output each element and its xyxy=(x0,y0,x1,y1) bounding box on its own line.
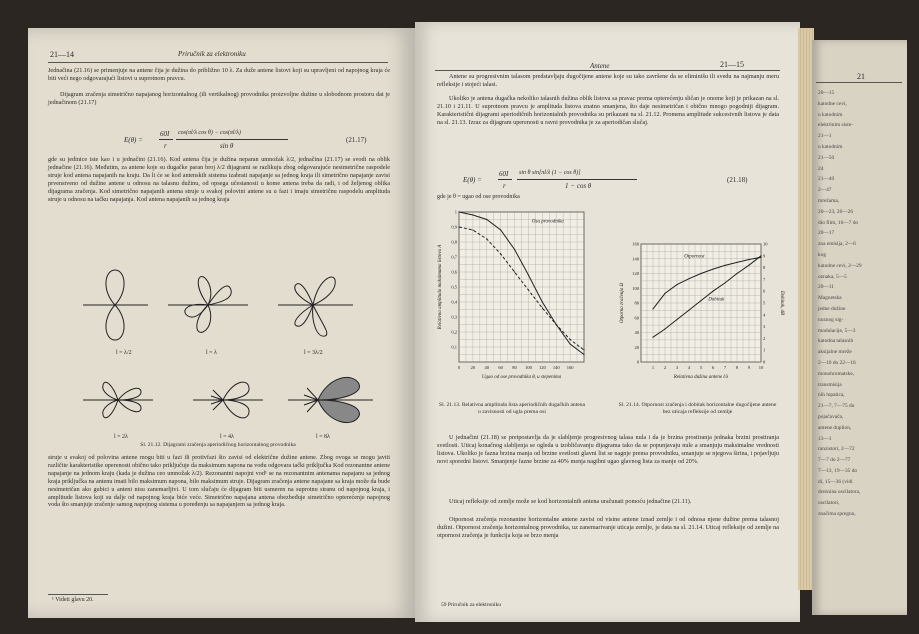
eq-numerator: cos(πl/λ cos θ) − cos(πl/λ) xyxy=(178,130,241,136)
y-tick-label: 100 xyxy=(632,285,639,291)
right-page xyxy=(415,22,800,622)
data-point xyxy=(542,301,543,302)
x-tick-label: 2 xyxy=(663,365,667,370)
index-line: ranzistori, 2—72 xyxy=(818,446,855,453)
y-tick-label: 120 xyxy=(632,271,639,276)
y2-tick-label: 8 xyxy=(763,265,766,271)
footnote-rule xyxy=(48,594,108,595)
right-page-number: 21—15 xyxy=(720,60,744,69)
eq2-number: (21.18) xyxy=(727,176,748,184)
left-page xyxy=(28,28,415,618)
data-point xyxy=(458,211,459,212)
data-point xyxy=(528,274,529,275)
figure-caption-21-14: Sl. 21.14. Otpornost zračenja i dobitak horizontalne dugočijene antene bez uticaja refleksije od zemlje xyxy=(618,402,777,415)
data-point xyxy=(664,328,665,329)
eq2-fraction-bar-2 xyxy=(517,179,637,180)
index-line: značima spregnu, xyxy=(818,511,856,518)
x-tick-label: 5 xyxy=(699,365,703,370)
y-tick-label: 140 xyxy=(632,256,639,262)
data-point xyxy=(736,262,737,263)
data-point xyxy=(556,324,557,325)
eq2-lhs: E(θ) = xyxy=(463,176,482,184)
data-point xyxy=(700,300,701,301)
chart-annotation: Osa provodnika xyxy=(531,219,564,225)
left-para-2: Dijagram zračenja simetrično napajanog horizontalnog (ili vertikalnog) provodnika proizvoljne dužine u slobodnom prostoru dat je jednačinom (21.17) xyxy=(48,91,390,106)
index-line: 2—10 do 22—16 xyxy=(818,359,856,366)
data-point xyxy=(458,226,459,227)
y-tick-label: 60 xyxy=(634,315,639,321)
diagram-label-1: l = λ/2 xyxy=(116,350,132,356)
data-point xyxy=(583,349,584,350)
footnote: ¹ Videti glavu 20. xyxy=(52,597,94,603)
diagram-label-3: l = 3λ/2 xyxy=(304,350,323,356)
y2-tick-label: 1 xyxy=(763,347,766,353)
chart-relative-amplitude xyxy=(433,204,603,399)
index-line: katodne cevi, 2—29 xyxy=(818,262,862,269)
eq2-r: r xyxy=(503,182,506,190)
right-para-3: U jednačini (21.18) se pretpostavlja da je slabljenje progresivnog talasa nula i da je brzina prostiranja jednaka brzini prostiranja svetlosti. Uticaj konačnog slabljenja se ogleda u izobličavanju dijagrama tako da se popunjavaju nule a smanjuju maksimalne vrednosti listova. Ukoliko je fazna brzina manja od brzine svetlosti glavni list se nagnje prema provodniku, smanjuje se njegova širina, i pojavljuju novi sporedni listovi. Smanjenje fazne brzine za 40% menja nagibni ugao glavnog lista za manje od 20%. xyxy=(437,434,779,465)
data-point xyxy=(652,337,653,338)
x-tick-label: 0 xyxy=(457,365,461,370)
diagram-label-6: l = 8λ xyxy=(316,434,330,440)
data-point xyxy=(712,268,713,269)
eq2-numerator: sin θ sin[πl/λ (1 − cos θ)] xyxy=(519,170,581,176)
data-point xyxy=(570,339,571,340)
index-line: u katodnim xyxy=(818,143,843,150)
data-point xyxy=(688,278,689,279)
x-tick-label: 8 xyxy=(735,365,739,370)
index-line: transmisija xyxy=(818,381,842,388)
diagram-label-2: l = λ xyxy=(206,350,217,356)
y-tick-label: 0,9 xyxy=(451,224,457,230)
eq2-coef: 60I xyxy=(499,170,509,178)
x-tick-label: 20 xyxy=(470,365,476,370)
data-point xyxy=(736,273,737,274)
where-text: gde je θ = ugao od ose provodnika xyxy=(437,194,520,200)
y2-tick-label: 2 xyxy=(763,335,766,341)
data-point xyxy=(570,343,571,344)
back-page xyxy=(812,40,907,615)
y2-tick-label: 0 xyxy=(763,359,766,365)
y-axis-label: Otporna zračenja Ω xyxy=(620,282,625,324)
index-line: katodna talasnih xyxy=(818,338,854,345)
index-line: 20—11 xyxy=(818,284,834,291)
data-point xyxy=(688,309,689,310)
x-tick-label: 120 xyxy=(538,365,546,370)
data-point xyxy=(514,271,515,272)
eq-r: r xyxy=(164,142,167,150)
y-tick-label: 80 xyxy=(634,300,639,306)
x-tick-label: 140 xyxy=(552,365,560,370)
y-axis-label: Relativna amplituda maksimuma listova A xyxy=(438,244,443,330)
diagram-4-wave xyxy=(193,382,263,418)
index-line: modulacije, 5—3 xyxy=(818,327,856,334)
index-line: mrežama, xyxy=(818,197,840,204)
data-point xyxy=(542,307,543,308)
diagram-label-4: l = 2λ xyxy=(114,434,128,440)
y-tick-label: 0,2 xyxy=(451,329,457,335)
index-line: 21—40 xyxy=(818,176,835,183)
y-tick-label: 0,8 xyxy=(451,239,457,245)
data-point xyxy=(748,265,749,266)
eq-denominator: sin θ xyxy=(220,142,234,150)
x-tick-label: 7 xyxy=(723,365,727,370)
y-tick-label: 1 xyxy=(454,209,457,215)
left-para-3: gde su jedinice iste kao i u jednačini (21.16). Kod antena čija je dužina neparan umnožak λ/2, jednačina (21.17) se svodi na oblik jednačine (21.16). Međutim, za antene koje su dugačke paran broj λ/2 dijagrami se razlikuju zbog odgovarajuće nesimetrične raspodele struje kod antena napajanih na kraju. Da li će se kod antenskih sistema izabrati napajanje sa jednog kraja ili simetrično napajanje zavisi prvenstveno od dužine antene u odnosu na talasnu dužinu, od opsega učestanosti u kome antena treba da radi, i od željenog oblika dijagrama zračenja. Kod simetrično napajanih antena struje u svakoj polovini antene su u fazi i imaju simetričnu raspodelu amplituda struje u odnosu na tačku napajanja. Kod antena napajanih sa jednog kraja xyxy=(48,156,390,203)
right-running-title: Antene xyxy=(590,62,610,70)
figure-caption-21-13: Sl. 21.13. Relativna amplituda lista aperiodičnih dugačkih antena u zavisnosti od ugla prema osi xyxy=(438,402,586,415)
diagram-2-wave xyxy=(83,382,153,417)
data-point xyxy=(676,319,677,320)
left-page-number: 21—14 xyxy=(50,50,74,59)
right-para-4: Uticaj refleksije od zemlje može se kod horizontalnih antena uračunati pomoću jednačine (21.11). xyxy=(449,498,692,505)
x-tick-label: 10 xyxy=(758,365,764,370)
index-line: oznaka, 5—5 xyxy=(818,273,847,280)
index-line: 21—7, 7—75 do xyxy=(818,403,855,410)
index-line: Magnetska xyxy=(818,295,842,302)
data-point xyxy=(724,265,725,266)
y-tick-label: 0,6 xyxy=(451,269,457,275)
index-line: noznog sig- xyxy=(818,316,844,323)
series-label-resistance: Otpornost xyxy=(684,254,705,260)
data-point xyxy=(583,354,584,355)
index-line: 20—17 xyxy=(818,230,835,237)
y2-tick-label: 3 xyxy=(763,324,766,330)
figure-caption-21-12: Sl. 21.12. Dijagrami zračenja aperiodičnog horizontalnog provodnika xyxy=(140,442,296,448)
y-tick-label: 0 xyxy=(636,359,639,365)
index-line: jedne dužine xyxy=(818,305,846,312)
data-point xyxy=(712,291,713,292)
index-line: 24 xyxy=(818,165,824,172)
index-line: 20—15 xyxy=(818,90,835,96)
data-point xyxy=(664,293,665,294)
data-point xyxy=(760,255,761,256)
right-header-rule xyxy=(435,70,780,71)
index-line: 13—1 xyxy=(818,435,832,442)
data-point xyxy=(652,308,653,309)
index-line: kog xyxy=(818,251,827,258)
y-tick-label: 0,4 xyxy=(451,299,457,305)
x-tick-label: 40 xyxy=(484,365,490,370)
data-point xyxy=(472,214,473,215)
y-tick-label: 160 xyxy=(632,241,639,247)
x-tick-label: 3 xyxy=(675,365,679,370)
right-para-5: Otpornost zračenja rezonantne horizontalne antene zavisi od visine antene iznad zemlje i od odnosa njene dužine prema talasnoj dužini. Otpornost zračenja horizontalnog provodnika, uz zanemarivanje uticaja zemlje, je data na sl. 21.14. Uticaj refleksije od zemlje na otpornost zračenja je funkcija koja se brzo menja xyxy=(437,516,779,539)
index-line: oscilatori, xyxy=(818,500,840,507)
index-line: monohromatske, xyxy=(818,370,855,377)
y-tick-label: 0,5 xyxy=(451,284,457,290)
chart-radiation-resistance xyxy=(611,204,791,399)
right-para-1: Antene su progresivnim talasom predstavljaju dugočijene antene koje su tako završene da se eliminišu ili svedu na najmanju meru refleksije i stojeći talasi. xyxy=(437,73,779,88)
x-tick-label: 4 xyxy=(687,365,691,370)
x-tick-label: 6 xyxy=(711,365,715,370)
left-para-1: Jednačina (21.16) se primenjuje na antene čija je dužina do približno 10 λ. Za duže antene listovi koji su upravljeni od napojnog kraja će biti veći nego odgovarajući listovi u suprotnom pravcu. xyxy=(48,67,390,82)
data-point xyxy=(724,282,725,283)
series-label-gain: Dobitak xyxy=(708,297,725,303)
data-point xyxy=(514,249,515,250)
y2-tick-label: 5 xyxy=(763,300,766,306)
diagram-half-wave xyxy=(83,270,148,340)
eq-lhs: E(θ) = xyxy=(124,136,143,144)
index-line: di, 15—36 (vidi xyxy=(818,478,853,485)
index-line: 2—47 xyxy=(818,187,832,194)
index-line: pojačavača, xyxy=(818,413,844,420)
data-point xyxy=(676,284,677,285)
index-line: 20—23, 20—26 xyxy=(818,208,854,215)
diagram-full-wave xyxy=(168,277,248,333)
index-line: 21—1 xyxy=(818,133,832,140)
y2-axis-label: Dobitak, dB xyxy=(779,290,784,316)
index-line: elektrinim siste- xyxy=(818,122,853,129)
x-axis-label: Relativna dužina antene l/λ xyxy=(673,375,729,380)
index-line: katodne cevi, xyxy=(818,100,847,107)
eq-fraction-bar-2 xyxy=(176,139,288,140)
left-para-4: struje u svakoj od polovina antene mogu biti u fazi ili protivfazi što zavisi od električne dužine antene. Zbog ovoga se mogu javiti različite karakteristike uperenosti obično tako priključuje da maksimum napona na vodu odgovara tački priključka Kod rezonantne antene napajanje na jednom kraju (kada je dužina ceo umnožak λ/2). Rezonantni napojni vod¹ se na rezonantnim antenama napajanu sa jednog kraja priključka na antenu imati bilo maksimum napona, bilo maksimum struje. Dijagram zračenja antene napajane sa kraja može da bude nesimetričan ako gubici u anteni nisu zanemarljivi. U tom slučaju će dijagram biti usmeren na suprotnu stranu od napojnog kraja, i amplitude listova koji su dalje od napojnog kraja biće veće. Simetrično napajana antena obezbeđuje simetrično opterećenje napojnog voda što smanjuje zračenje samog napojnog sistema u poređenju sa napajanjem sa jednog kraja. xyxy=(48,454,390,509)
x-axis-label: Ugao od ose provodnika θ, u stepenima xyxy=(481,375,562,380)
x-tick-label: 9 xyxy=(747,365,751,370)
header-rule xyxy=(48,62,388,63)
y-tick-label: 0,3 xyxy=(451,314,457,320)
y2-tick-label: 10 xyxy=(763,241,768,247)
index-line: dreznina oscilatora, xyxy=(818,489,861,496)
data-point xyxy=(748,259,749,260)
eq-fraction-bar xyxy=(159,139,173,140)
index-line: nih lopatica, xyxy=(818,392,845,399)
diagram-3-half-wave xyxy=(278,277,353,336)
index-line: 7—13, 19—35 do xyxy=(818,467,858,474)
y2-tick-label: 6 xyxy=(763,288,766,294)
radiation-diagrams-figure xyxy=(83,250,383,440)
data-point xyxy=(486,238,487,239)
data-point xyxy=(528,289,529,290)
diagram-label-5: l = 4λ xyxy=(220,434,234,440)
index-line: 7—7 do 2—77 xyxy=(818,457,851,464)
back-page-number: 21 xyxy=(857,72,865,81)
data-point xyxy=(500,229,501,230)
eq2-denominator: 1 − cos θ xyxy=(565,182,592,190)
y2-tick-label: 7 xyxy=(763,276,766,282)
data-point xyxy=(700,273,701,274)
index-line: dio film, 16—7 do xyxy=(818,219,859,226)
index-line: 21—50 xyxy=(818,154,835,161)
left-running-title: Priručnik za elektroniku xyxy=(178,50,246,58)
eq2-fraction-bar xyxy=(498,179,512,180)
right-para-2: Ukoliko je antena dugačka nekoliko talasnih dužina oblik listova sa pravac prema opterećenju sličan je onome koji je prikazan na sl. 21.10 i 21.11. U suprotnom pravcu je amplituda listova znatno smanjena, što daje nesimetričan i obično mnogo pogodniji dijagram. Karakteristični dijagrami aperiodičnih horizontalnih provodnika su prikazani na sl. 21.12. Promena amplitude sukcesivnih listova je data na sl. 21.13. Izraz za dijagram uperenosti u ravni provodnika je za aperiodičan slučaj. xyxy=(437,95,779,126)
index-line: antene duplion, xyxy=(818,424,852,431)
y-tick-label: 0,7 xyxy=(451,254,457,260)
index-line: zna emisija, 2—6 xyxy=(818,241,856,248)
x-tick-label: 1 xyxy=(651,365,655,370)
x-tick-label: 80 xyxy=(512,365,517,370)
eq-coef: 60I xyxy=(160,130,170,138)
y2-tick-label: 4 xyxy=(763,312,766,318)
index-list xyxy=(818,88,904,520)
y-tick-label: 40 xyxy=(634,330,639,335)
data-point xyxy=(760,257,761,258)
right-footer: 59 Priručnik za elektroniku xyxy=(441,602,502,608)
x-tick-label: 100 xyxy=(525,365,532,370)
back-header-rule xyxy=(816,82,902,83)
diagram-8-wave xyxy=(288,377,373,422)
data-point xyxy=(500,253,501,254)
x-tick-label: 60 xyxy=(498,365,503,370)
eq-number: (21.17) xyxy=(346,136,367,144)
y-tick-label: 0,1 xyxy=(451,344,457,350)
y2-tick-label: 9 xyxy=(763,253,766,259)
data-point xyxy=(486,219,487,220)
index-line: aksijalne mreže xyxy=(818,349,852,356)
index-line: u katodnim xyxy=(818,111,843,118)
y-tick-label: 20 xyxy=(634,344,639,350)
x-tick-label: 160 xyxy=(566,365,574,370)
data-point xyxy=(472,229,473,230)
